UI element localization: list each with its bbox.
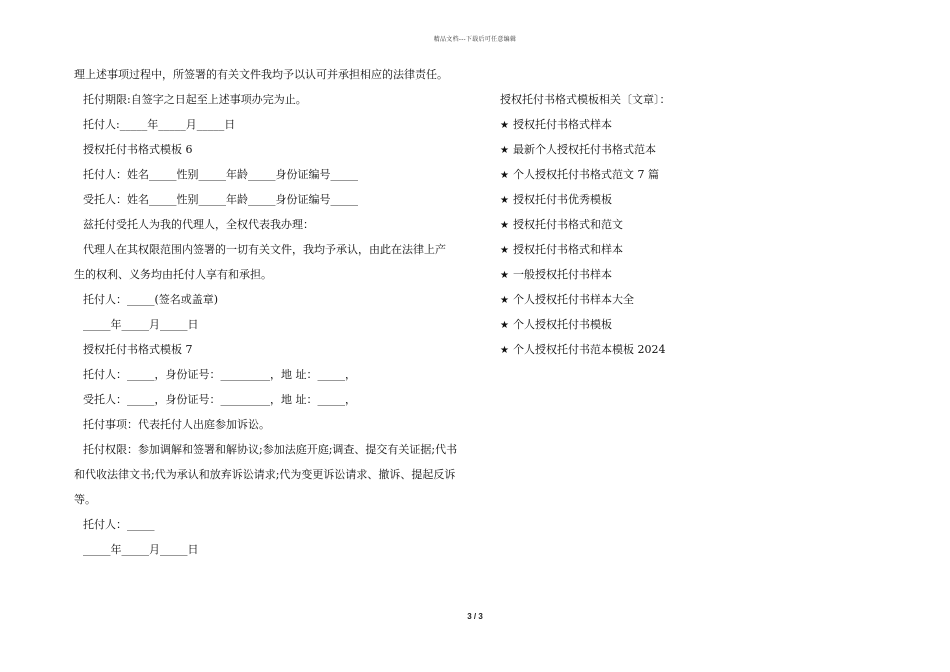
star-icon: ★ [500,170,509,181]
related-article-link[interactable] [500,337,800,362]
main-text-column [74,62,474,562]
star-icon: ★ [500,220,509,231]
related-article-link[interactable] [500,137,800,162]
section-heading-template-7: 授权托付书格式模板 7 [83,343,193,356]
paragraph-line: _____年_____月_____日 [83,318,199,331]
paragraph-line: 受托人：_____，身份证号：_________，地 址：_____， [83,393,356,406]
star-icon: ★ [500,345,509,356]
paragraph-line: 和代收法律文书;代为承认和放弃诉讼请求;代为变更诉讼请求、撤诉、提起反诉 [74,468,456,481]
related-article-link[interactable] [500,112,800,137]
star-icon: ★ [500,195,509,206]
paragraph-line: _____年_____月_____日 [83,543,199,556]
related-articles-column [500,87,800,362]
related-article-link[interactable] [500,212,800,237]
star-icon: ★ [500,270,509,281]
paragraph-line: 托付人:_____年_____月_____日 [83,118,236,131]
related-article-label: 个人授权托付书范本模板 2024 [513,343,666,356]
paragraph-line: 生的权利、义务均由托付人享有和承担。 [74,268,272,281]
paragraph-line: 托付期限:自签字之日起至上述事项办完为止。 [83,93,307,106]
related-article-label: 授权托付书格式和范文 [513,218,623,231]
paragraph-line: 托付事项：代表托付人出庭参加诉讼。 [83,418,270,431]
paragraph-line: 托付人：_____(签名或盖章) [83,293,219,306]
paragraph-line: 理上述事项过程中，所签署的有关文件我均予以认可并承担相应的法律责任。 [74,68,448,81]
paragraph-line: 托付人：_____ [83,518,155,531]
star-icon: ★ [500,320,509,331]
related-article-label: 授权托付书格式样本 [513,118,612,131]
star-icon: ★ [500,295,509,306]
page-header-watermark: 精品文档---下载后可任意编辑 [433,36,517,43]
related-article-label: 个人授权托付书样本大全 [513,293,634,306]
related-article-label: 个人授权托付书格式范文 7 篇 [513,168,659,181]
paragraph-line: 等。 [74,493,96,506]
related-article-label: 最新个人授权托付书格式范本 [513,143,656,156]
related-article-label: 授权托付书优秀模板 [513,193,612,206]
related-article-label: 授权托付书格式和样本 [513,243,623,256]
section-heading-template-6: 授权托付书格式模板 6 [83,143,193,156]
star-icon: ★ [500,245,509,256]
related-article-link[interactable] [500,237,800,262]
related-articles-title: 授权托付书格式模板相关〔文章〕： [500,93,671,106]
paragraph-line: 受托人：姓名_____性别_____年龄_____身份证编号_____ [83,193,358,206]
related-article-link[interactable] [500,262,800,287]
related-article-link[interactable] [500,162,800,187]
paragraph-line: 代理人在其权限范围内签署的一切有关文件，我均予承认，由此在法律上产 [83,243,446,256]
related-article-link[interactable] [500,187,800,212]
related-article-label: 一般授权托付书样本 [513,268,612,281]
paragraph-line: 托付人：姓名_____性别_____年龄_____身份证编号_____ [83,168,358,181]
star-icon: ★ [500,120,509,131]
paragraph-line: 兹托付受托人为我的代理人，全权代表我办理： [83,218,314,231]
paragraph-line: 托付人：_____，身份证号：_________，地 址：_____， [83,368,356,381]
star-icon: ★ [500,145,509,156]
related-article-label: 个人授权托付书模板 [513,318,612,331]
paragraph-line: 托付权限：参加调解和签署和解协议;参加法庭开庭;调查、提交有关证据;代书 [83,443,458,456]
related-article-link[interactable] [500,312,800,337]
related-article-link[interactable] [500,287,800,312]
page-number: 3 / 3 [467,612,483,621]
